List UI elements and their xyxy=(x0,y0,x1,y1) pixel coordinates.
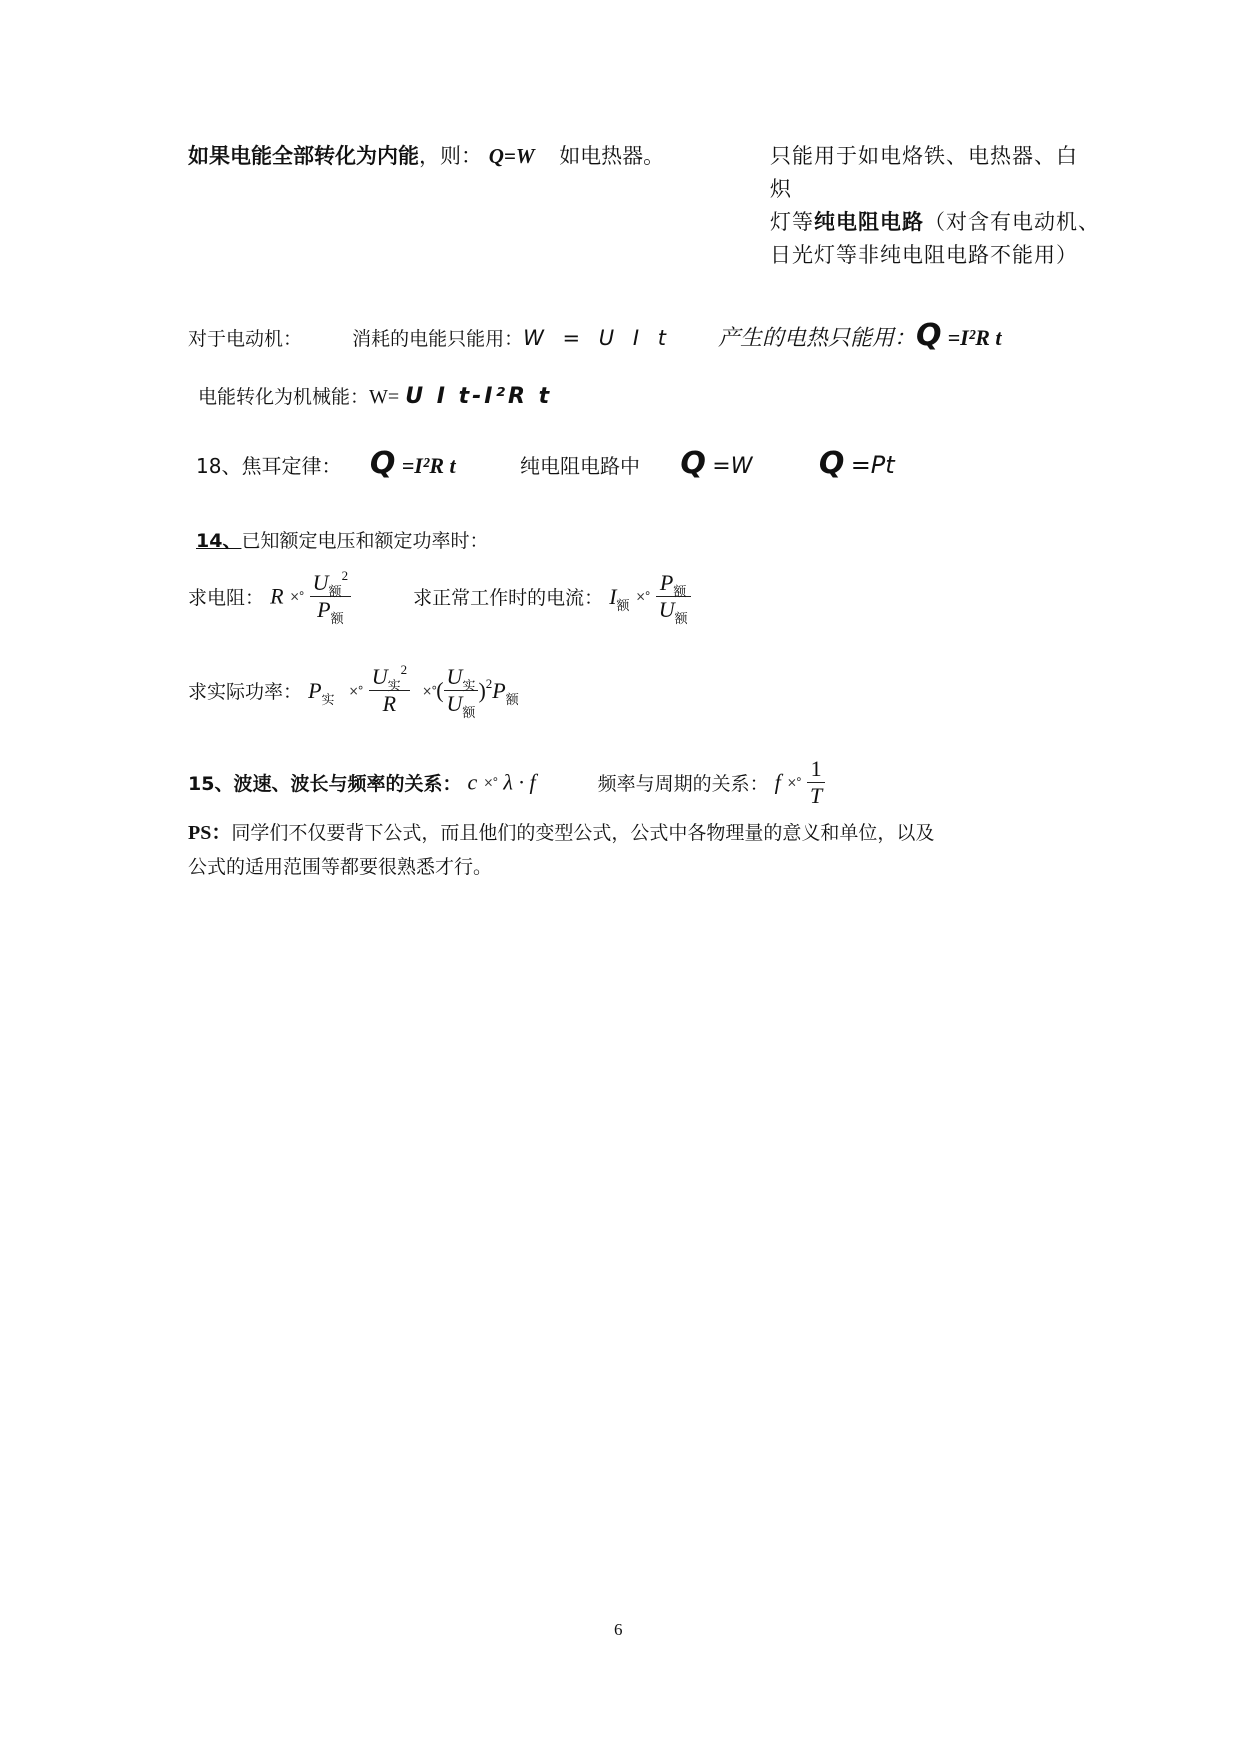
freq-numerator: 1 xyxy=(807,756,825,783)
resistance-label: 求电阻： xyxy=(188,587,265,609)
current-lhs-i: I xyxy=(609,583,617,609)
equals-symbol: ×° xyxy=(483,775,498,790)
wave-c: c xyxy=(467,769,478,795)
open-paren: ( xyxy=(436,677,444,703)
freq-fraction xyxy=(807,756,825,809)
rated-title: 已知额定电压和额定功率时： xyxy=(241,530,489,552)
joule-law-line xyxy=(196,446,895,481)
motor-label: 对于电动机： xyxy=(188,328,303,350)
consume-formula: W = U I t xyxy=(523,326,672,350)
resistance-line xyxy=(188,568,691,627)
resistance-num-sub: 额 xyxy=(328,585,342,600)
pure-resistance-label: 纯电阻电路中 xyxy=(520,454,641,478)
current-fraction xyxy=(656,570,691,627)
resistance-den-sub: 额 xyxy=(330,612,344,627)
mechanical-formula: U I t-I²R t xyxy=(405,384,553,409)
joule-q-symbol: Q xyxy=(369,446,396,481)
joule-label: 18、焦耳定律： xyxy=(196,454,342,478)
electric-heater-example: 如电热器。 xyxy=(559,144,665,168)
resistance-fraction xyxy=(310,568,351,627)
rated-heading xyxy=(196,526,488,553)
consume-label: 消耗的电能只能用： xyxy=(352,328,524,350)
actual-f1-numerator xyxy=(369,662,410,694)
equals-symbol: ×° xyxy=(422,683,437,698)
equals-symbol: ×° xyxy=(635,589,650,604)
resistance-denominator xyxy=(310,597,351,627)
pure-q-symbol-1: Q xyxy=(680,446,706,481)
actual-f1-denominator: R xyxy=(382,691,397,716)
note-line-3-pre: 灯等 xyxy=(770,210,814,234)
actual-tail xyxy=(492,677,519,708)
resistance-den-p: P xyxy=(317,597,331,622)
current-num-p: P xyxy=(659,570,674,595)
heat-q-symbol: Q xyxy=(916,318,942,353)
ps-note xyxy=(188,816,934,884)
pure-q-symbol-2: Q xyxy=(818,446,845,481)
actual-tail-p: P xyxy=(492,677,506,703)
pure-formula-w: =W xyxy=(712,454,753,479)
note-line-4: 日光灯等非纯电阻电路不能用） xyxy=(770,243,1078,267)
rated-number: 14、 xyxy=(196,530,242,552)
actual-f2-numerator xyxy=(444,664,479,694)
freq-denominator: T xyxy=(809,783,823,808)
actual-f2-denominator xyxy=(444,691,479,721)
equals-symbol: ×° xyxy=(786,775,801,790)
current-den-sub: 额 xyxy=(674,612,688,627)
pure-resistance-term: 纯电阻电路 xyxy=(814,210,924,234)
actual-lhs-p: P xyxy=(308,677,322,703)
wave-label: 15、波速、波长与频率的关系： xyxy=(188,773,462,795)
wave-line xyxy=(188,756,825,809)
actual-f1-num-sub: 实 xyxy=(387,679,401,694)
freq-label: 频率与周期的关系： xyxy=(597,773,769,795)
ps-label: PS： xyxy=(188,822,232,844)
actual-f1-num-u: U xyxy=(371,664,388,689)
current-label: 求正常工作时的电流： xyxy=(413,587,604,609)
resistance-num-sup: 2 xyxy=(341,568,349,583)
joule-formula: =I²R t xyxy=(401,453,456,478)
ps-line-1-text: 同学们不仅要背下公式，而且他们的变型公式，公式中各物理量的意义和单位，以及 xyxy=(231,822,935,844)
pure-formula-pt: =Pt xyxy=(850,451,895,479)
mechanical-w: W= xyxy=(369,386,400,408)
ps-line-2: 公式的适用范围等都要很熟悉才行。 xyxy=(188,856,493,878)
heat-conversion-lead: 如果电能全部转化为内能 xyxy=(188,144,419,168)
wave-rhs: λ · f xyxy=(503,769,536,795)
actual-power-line xyxy=(188,662,519,721)
actual-f2-den-sub: 额 xyxy=(462,706,476,721)
actual-fraction-1 xyxy=(369,664,410,717)
freq-lhs: f xyxy=(774,769,781,795)
current-lhs-sub: 额 xyxy=(616,598,630,614)
current-denominator xyxy=(656,597,691,627)
q-equals-w-formula: Q=W xyxy=(488,144,535,168)
note-line-3 xyxy=(770,206,1100,239)
heat-conversion-then: ，则： xyxy=(419,144,482,168)
actual-tail-sub: 额 xyxy=(505,692,519,708)
heat-formula: =I²R t xyxy=(947,325,1002,350)
actual-lhs-sub: 实 xyxy=(321,692,335,708)
resistance-num-u: U xyxy=(312,570,329,595)
motor-line xyxy=(188,318,1002,353)
heat-label: 产生的电热只能用： xyxy=(717,326,916,351)
ps-line-1 xyxy=(188,816,934,850)
actual-f2-num-u: U xyxy=(446,664,463,689)
actual-lhs xyxy=(308,677,335,708)
resistance-numerator xyxy=(310,568,351,600)
actual-f2-num-sub: 实 xyxy=(462,679,476,694)
equals-symbol: ×° xyxy=(289,589,304,604)
actual-f1-num-sup: 2 xyxy=(400,662,408,677)
equals-symbol: ×° xyxy=(348,683,363,698)
current-num-sub: 额 xyxy=(673,585,687,600)
note-line-3-post: （对含有电动机、 xyxy=(924,210,1100,234)
actual-fraction-2 xyxy=(444,664,479,721)
actual-power-label: 求实际功率： xyxy=(188,681,303,703)
close-paren-squared: )$^2$ xyxy=(478,675,493,703)
mechanical-line xyxy=(198,382,552,409)
heat-conversion-line xyxy=(188,140,664,170)
mechanical-label: 电能转化为机械能： xyxy=(198,386,370,408)
note-line-1: 只能用于如电烙铁、电热器、白 xyxy=(770,144,1078,168)
applicability-note xyxy=(770,140,1100,272)
resistance-lhs: R xyxy=(270,583,284,609)
current-numerator xyxy=(656,570,691,600)
actual-f2-den-u: U xyxy=(446,691,463,716)
current-lhs xyxy=(609,583,630,614)
current-den-u: U xyxy=(658,597,675,622)
page-number: 6 xyxy=(614,1620,623,1639)
note-line-2: 炽 xyxy=(770,177,792,201)
